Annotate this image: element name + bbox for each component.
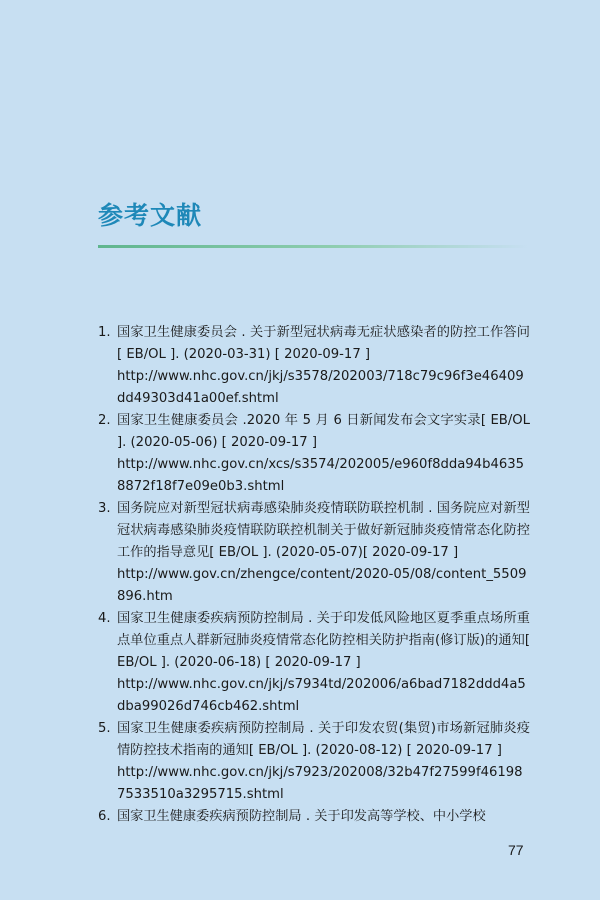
reference-text: 国家卫生健康委员会 .2020 年 5 月 6 日新闻发布会文字实录[ EB/OL ]. (2020-05-06) [ 2020-09-17 ] — [117, 413, 530, 450]
reference-text: 国家卫生健康委疾病预防控制局 . 关于印发低风险地区夏季重点场所重点单位重点人群新冠肺炎疫情常态化防控相关防护指南(修订版)的通知[ EB/OL ]. (2020-06-18) [ 2020-09-17 ] — [117, 611, 530, 670]
reference-url: http://www.gov.cn/zhengce/content/2020-05/08/content_5509896.htm — [117, 567, 527, 604]
reference-item — [98, 498, 530, 608]
reference-item — [98, 718, 530, 806]
reference-url: http://www.nhc.gov.cn/xcs/s3574/202005/e960f8dda94b46358872f18f7e09e0b3.shtml — [117, 457, 525, 494]
reference-number: 1. — [98, 325, 111, 340]
reference-number: 6. — [98, 809, 111, 824]
reference-item — [98, 410, 530, 498]
reference-number: 4. — [98, 611, 111, 626]
reference-number: 2. — [98, 413, 111, 428]
reference-item — [98, 806, 530, 828]
reference-url: http://www.nhc.gov.cn/jkj/s7934td/202006/a6bad7182ddd4a5dba99026d746cb462.shtml — [117, 677, 526, 714]
reference-text: 国家卫生健康委疾病预防控制局 . 关于印发农贸(集贸)市场新冠肺炎疫情防控技术指南的通知[ EB/OL ]. (2020-08-12) [ 2020-09-17 ] — [117, 721, 530, 758]
reference-text: 国务院应对新型冠状病毒感染肺炎疫情联防联控机制 . 国务院应对新型冠状病毒感染肺炎疫情联防联控机制关于做好新冠肺炎疫情常态化防控工作的指导意见[ EB/OL ]. (2020-05-07)[ 2020-09-17 ] — [117, 501, 530, 560]
reference-url: http://www.nhc.gov.cn/jkj/s3578/202003/718c79c96f3e46409dd49303d41a00ef.shtml — [117, 369, 524, 406]
page-number: 77 — [508, 842, 524, 858]
reference-item — [98, 608, 530, 718]
reference-url: http://www.nhc.gov.cn/jkj/s7923/202008/32b47f27599f461987533510a3295715.shtml — [117, 765, 523, 802]
reference-text: 国家卫生健康委疾病预防控制局 . 关于印发高等学校、中小学校 — [117, 809, 486, 824]
reference-number: 3. — [98, 501, 111, 516]
reference-number: 5. — [98, 721, 111, 736]
reference-list — [98, 322, 530, 828]
title-underline — [98, 245, 528, 248]
reference-item — [98, 322, 530, 410]
page-title: 参考文献 — [98, 201, 203, 230]
reference-text: 国家卫生健康委员会 . 关于新型冠状病毒无症状感染者的防控工作答问[ EB/OL ]. (2020-03-31) [ 2020-09-17 ] — [117, 325, 530, 362]
